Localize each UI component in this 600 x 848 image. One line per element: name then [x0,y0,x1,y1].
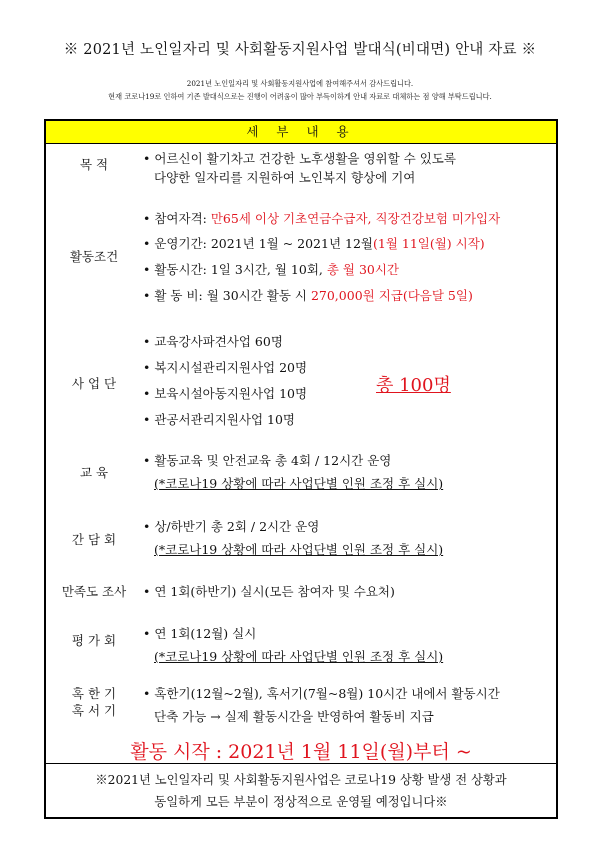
note-line-2: 동일하게 모든 부분이 정상적으로 운영될 예정입니다※ [154,795,448,809]
evaluation-line-2: (*코로나19 상황에 따라 사업단별 인원 조정 후 실시) [154,649,444,664]
note-line-1: ※2021년 노인일자리 및 사회활동지원사업은 코로나19 상황 발생 전 상황과 [95,773,507,787]
intro-line-2: 현재 코로나19로 인하여 기존 발대식으로는 진행이 어려움이 많아 부득이하게 안내 자료로 대체하는 점 양해 부탁드립니다. [108,92,492,101]
projects-total: 총 100명 [376,375,451,396]
season-line-1: • 혹한기(12월~2월), 혹서기(7월~8월) 10시간 내에서 활동시간 [143,686,500,701]
evaluation-line-1: • 연 1회(12월) 실시 [143,626,257,641]
period-line [143,236,485,252]
conditions-label: 활동조건 [69,249,119,264]
purpose-label: 목 적 [79,157,109,172]
period-prefix: • 운영기간: 2021년 1월 ~ 2021년 12월 [143,236,373,251]
education-line-2: (*코로나19 상황에 따라 사업단별 인원 조정 후 실시) [154,476,444,491]
education-label: 교 육 [79,465,109,480]
project-item: • 교육강사파견사업 60명 [143,334,283,349]
hours-total: 총 월 30시간 [326,262,400,277]
period-start: (1월 11일(월) 시작) [372,236,485,251]
meeting-line-2: (*코로나19 상황에 따라 사업단별 인원 조정 후 실시) [154,542,444,557]
projects-label: 사 업 단 [71,376,117,391]
divider [46,763,556,764]
purpose-line-1: • 어르신이 활기차고 건강한 노후생활을 영위할 수 있도록 [143,151,456,166]
project-item: • 관공서관리지원사업 10명 [143,412,295,427]
table-header: 세 부 내 용 [46,121,556,144]
qualification-value: 만65세 이상 기초연금수급자, 직장건강보험 미가입자 [210,211,501,226]
hours-line [143,262,399,278]
project-item: • 복지시설관리지원사업 20명 [143,360,308,375]
qualification-prefix: • 참여자격: [143,211,211,226]
purpose-line-2: 다양한 일자리를 지원하여 노인복지 향상에 기여 [154,170,416,185]
education-line-1: • 활동교육 및 안전교육 총 4회 / 12시간 운영 [143,453,392,468]
season-label-winter: 혹 한 기 [71,686,117,701]
meeting-line-1: • 상/하반기 총 2회 / 2시간 운영 [143,519,320,534]
document-title: ※ 2021년 노인일자리 및 사회활동지원사업 발대식(비대면) 안내 자료 ※ [63,42,537,58]
pay-amount: 270,000원 지급(다음달 5일) [310,288,473,303]
project-item: • 보육시설아동지원사업 10명 [143,386,308,401]
pay-prefix: • 활 동 비: 월 30시간 활동 시 [143,288,311,303]
hours-prefix: • 활동시간: 1일 3시간, 월 10회, [143,262,327,277]
season-line-2: 단축 가능 → 실제 활동시간을 반영하여 활동비 지급 [154,709,434,724]
qualification-line [143,211,500,227]
meeting-label: 간 담 회 [71,532,117,547]
details-table [44,119,558,819]
survey-label: 만족도 조사 [61,584,127,599]
pay-line [143,288,473,304]
evaluation-label: 평 가 회 [71,633,117,648]
survey-line-1: • 연 1회(하반기) 실시(모든 참여자 및 수요처) [143,584,395,599]
activity-start-banner: 활동 시작 : 2021년 1월 11일(월)부터 ~ [130,741,472,763]
season-label-summer: 혹 서 기 [71,703,117,718]
intro-line-1: 2021년 노인일자리 및 사회활동지원사업에 참여해주셔서 감사드립니다. [186,79,414,88]
